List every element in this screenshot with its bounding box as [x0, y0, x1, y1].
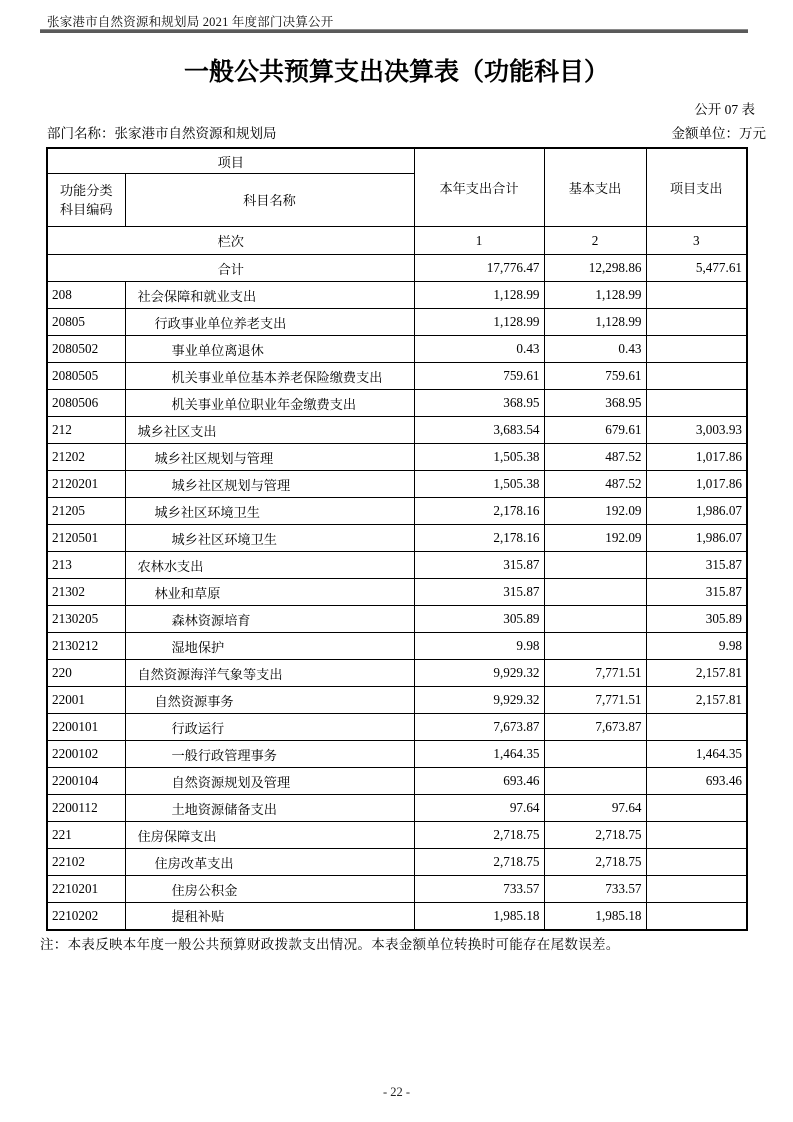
row-basic — [544, 768, 646, 795]
table-row — [47, 876, 747, 903]
row-total: 9,929.32 — [414, 687, 544, 714]
table-row — [47, 282, 747, 309]
row-project — [646, 849, 747, 876]
row-basic — [544, 741, 646, 768]
row-total: 1,505.38 — [414, 471, 544, 498]
table-row — [47, 849, 747, 876]
row-code: 22001 — [47, 687, 125, 714]
row-subject-name: 森林资源培育 — [125, 606, 414, 633]
row-subject-name: 机关事业单位基本养老保险缴费支出 — [125, 363, 414, 390]
row-total: 1,985.18 — [414, 903, 544, 930]
row-project: 1,986.07 — [646, 498, 747, 525]
table-header-row-project — [47, 148, 747, 174]
row-project: 9.98 — [646, 633, 747, 660]
meta-row — [47, 122, 766, 142]
row-subject-name: 住房改革支出 — [125, 849, 414, 876]
row-basic: 0.43 — [544, 336, 646, 363]
row-project: 305.89 — [646, 606, 747, 633]
header-project-group: 项目 — [47, 148, 414, 174]
row-subject-name: 提租补贴 — [125, 903, 414, 930]
table-row — [47, 471, 747, 498]
header-col-total: 本年支出合计 — [414, 148, 544, 227]
row-project: 2,157.81 — [646, 660, 747, 687]
row-total: 315.87 — [414, 579, 544, 606]
row-code: 212 — [47, 417, 125, 444]
row-code: 213 — [47, 552, 125, 579]
row-total: 759.61 — [414, 363, 544, 390]
row-project: 315.87 — [646, 579, 747, 606]
row-code: 2080502 — [47, 336, 125, 363]
row-subject-name: 城乡社区规划与管理 — [125, 444, 414, 471]
row-project: 1,017.86 — [646, 471, 747, 498]
row-project — [646, 309, 747, 336]
row-code: 2130212 — [47, 633, 125, 660]
total-row-project: 5,477.61 — [646, 255, 747, 282]
row-subject-name: 社会保障和就业支出 — [125, 282, 414, 309]
row-code: 2120201 — [47, 471, 125, 498]
table-row — [47, 687, 747, 714]
row-project: 1,986.07 — [646, 525, 747, 552]
row-subject-name: 住房保障支出 — [125, 822, 414, 849]
lanci-col-3: 3 — [646, 227, 747, 255]
row-total: 733.57 — [414, 876, 544, 903]
table-row — [47, 660, 747, 687]
row-basic — [544, 579, 646, 606]
row-project: 3,003.93 — [646, 417, 747, 444]
row-basic — [544, 633, 646, 660]
row-subject-name: 湿地保护 — [125, 633, 414, 660]
row-basic: 192.09 — [544, 498, 646, 525]
table-row — [47, 390, 747, 417]
row-code: 208 — [47, 282, 125, 309]
table-row — [47, 363, 747, 390]
table-row — [47, 579, 747, 606]
row-total: 2,178.16 — [414, 525, 544, 552]
row-subject-name: 一般行政管理事务 — [125, 741, 414, 768]
table-row — [47, 903, 747, 930]
row-code: 2200112 — [47, 795, 125, 822]
document-header-text: 张家港市自然资源和规划局 2021 年度部门决算公开 — [47, 15, 334, 29]
header-code-line2: 科目编码 — [59, 202, 113, 217]
row-project: 1,464.35 — [646, 741, 747, 768]
row-code: 221 — [47, 822, 125, 849]
row-total: 3,683.54 — [414, 417, 544, 444]
row-basic: 487.52 — [544, 444, 646, 471]
department-name-label: 部门名称：张家港市自然资源和规划局 — [47, 126, 277, 141]
row-total: 305.89 — [414, 606, 544, 633]
header-col-project: 项目支出 — [646, 148, 747, 227]
row-project — [646, 795, 747, 822]
row-total: 9,929.32 — [414, 660, 544, 687]
row-basic: 679.61 — [544, 417, 646, 444]
row-subject-name: 行政运行 — [125, 714, 414, 741]
row-total: 1,128.99 — [414, 282, 544, 309]
row-basic: 1,128.99 — [544, 309, 646, 336]
table-note: 注：本表反映本年度一般公共预算财政拨款支出情况。本表金额单位转换时可能存在尾数误差。 — [40, 937, 620, 952]
row-code: 21302 — [47, 579, 125, 606]
row-subject-name: 机关事业单位职业年金缴费支出 — [125, 390, 414, 417]
row-project — [646, 876, 747, 903]
header-code-line1: 功能分类 — [59, 183, 113, 198]
table-row — [47, 714, 747, 741]
row-project — [646, 282, 747, 309]
table-row — [47, 309, 747, 336]
row-code: 220 — [47, 660, 125, 687]
budget-table — [46, 147, 748, 931]
table-row — [47, 444, 747, 471]
row-basic: 487.52 — [544, 471, 646, 498]
row-project: 1,017.86 — [646, 444, 747, 471]
table-row — [47, 498, 747, 525]
row-project — [646, 363, 747, 390]
row-code: 22102 — [47, 849, 125, 876]
row-basic: 1,128.99 — [544, 282, 646, 309]
row-subject-name: 自然资源海洋气象等支出 — [125, 660, 414, 687]
row-code: 2210201 — [47, 876, 125, 903]
row-code: 2200101 — [47, 714, 125, 741]
page-title: 一般公共预算支出决算表（功能科目） — [183, 59, 609, 86]
row-basic: 2,718.75 — [544, 849, 646, 876]
row-total: 693.46 — [414, 768, 544, 795]
lanci-col-2: 2 — [544, 227, 646, 255]
row-total: 368.95 — [414, 390, 544, 417]
row-total: 0.43 — [414, 336, 544, 363]
row-total: 1,505.38 — [414, 444, 544, 471]
page-number: - 22 - — [382, 1085, 411, 1099]
row-code: 2080506 — [47, 390, 125, 417]
unit-label: 金额单位：万元 — [671, 126, 766, 141]
total-row-basic: 12,298.86 — [544, 255, 646, 282]
row-total: 1,128.99 — [414, 309, 544, 336]
table-row — [47, 768, 747, 795]
row-project — [646, 822, 747, 849]
row-basic: 192.09 — [544, 525, 646, 552]
row-basic: 759.61 — [544, 363, 646, 390]
row-basic: 7,771.51 — [544, 687, 646, 714]
row-basic: 7,771.51 — [544, 660, 646, 687]
row-total: 315.87 — [414, 552, 544, 579]
header-subject-name: 科目名称 — [125, 174, 414, 227]
row-subject-name: 事业单位离退休 — [125, 336, 414, 363]
row-subject-name: 城乡社区支出 — [125, 417, 414, 444]
row-total: 2,718.75 — [414, 849, 544, 876]
row-project: 693.46 — [646, 768, 747, 795]
table-row — [47, 633, 747, 660]
row-total: 9.98 — [414, 633, 544, 660]
row-total: 1,464.35 — [414, 741, 544, 768]
row-project — [646, 336, 747, 363]
table-row — [47, 606, 747, 633]
row-code: 2210202 — [47, 903, 125, 930]
table-code-label: 公开 07 表 — [694, 102, 755, 117]
row-basic — [544, 552, 646, 579]
row-project: 315.87 — [646, 552, 747, 579]
lanci-label: 栏次 — [47, 227, 414, 255]
row-project — [646, 903, 747, 930]
row-basic: 368.95 — [544, 390, 646, 417]
column-index-row — [47, 227, 747, 255]
row-code: 21202 — [47, 444, 125, 471]
row-total: 97.64 — [414, 795, 544, 822]
table-row — [47, 822, 747, 849]
table-row — [47, 525, 747, 552]
row-subject-name: 行政事业单位养老支出 — [125, 309, 414, 336]
row-subject-name: 农林水支出 — [125, 552, 414, 579]
row-subject-name: 林业和草原 — [125, 579, 414, 606]
row-subject-name: 自然资源规划及管理 — [125, 768, 414, 795]
header-col-basic: 基本支出 — [544, 148, 646, 227]
row-code: 2120501 — [47, 525, 125, 552]
header-divider-rule — [40, 29, 748, 33]
row-project: 2,157.81 — [646, 687, 747, 714]
row-subject-name: 自然资源事务 — [125, 687, 414, 714]
header-code — [47, 174, 125, 227]
row-basic: 733.57 — [544, 876, 646, 903]
row-code: 20805 — [47, 309, 125, 336]
row-project — [646, 390, 747, 417]
row-code: 2080505 — [47, 363, 125, 390]
row-subject-name: 住房公积金 — [125, 876, 414, 903]
row-code: 21205 — [47, 498, 125, 525]
row-code: 2200102 — [47, 741, 125, 768]
row-total: 2,718.75 — [414, 822, 544, 849]
row-subject-name: 城乡社区环境卫生 — [125, 525, 414, 552]
table-row — [47, 552, 747, 579]
table-row — [47, 741, 747, 768]
row-subject-name: 城乡社区规划与管理 — [125, 471, 414, 498]
row-basic — [544, 606, 646, 633]
row-subject-name: 城乡社区环境卫生 — [125, 498, 414, 525]
total-row-label: 合计 — [47, 255, 414, 282]
row-code: 2130205 — [47, 606, 125, 633]
row-basic: 1,985.18 — [544, 903, 646, 930]
row-code: 2200104 — [47, 768, 125, 795]
row-project — [646, 714, 747, 741]
row-basic: 2,718.75 — [544, 822, 646, 849]
row-total: 2,178.16 — [414, 498, 544, 525]
table-row — [47, 795, 747, 822]
row-basic: 97.64 — [544, 795, 646, 822]
total-row-total: 17,776.47 — [414, 255, 544, 282]
row-subject-name: 土地资源储备支出 — [125, 795, 414, 822]
table-row — [47, 336, 747, 363]
lanci-col-1: 1 — [414, 227, 544, 255]
row-basic: 7,673.87 — [544, 714, 646, 741]
table-row — [47, 417, 747, 444]
row-total: 7,673.87 — [414, 714, 544, 741]
total-row — [47, 255, 747, 282]
